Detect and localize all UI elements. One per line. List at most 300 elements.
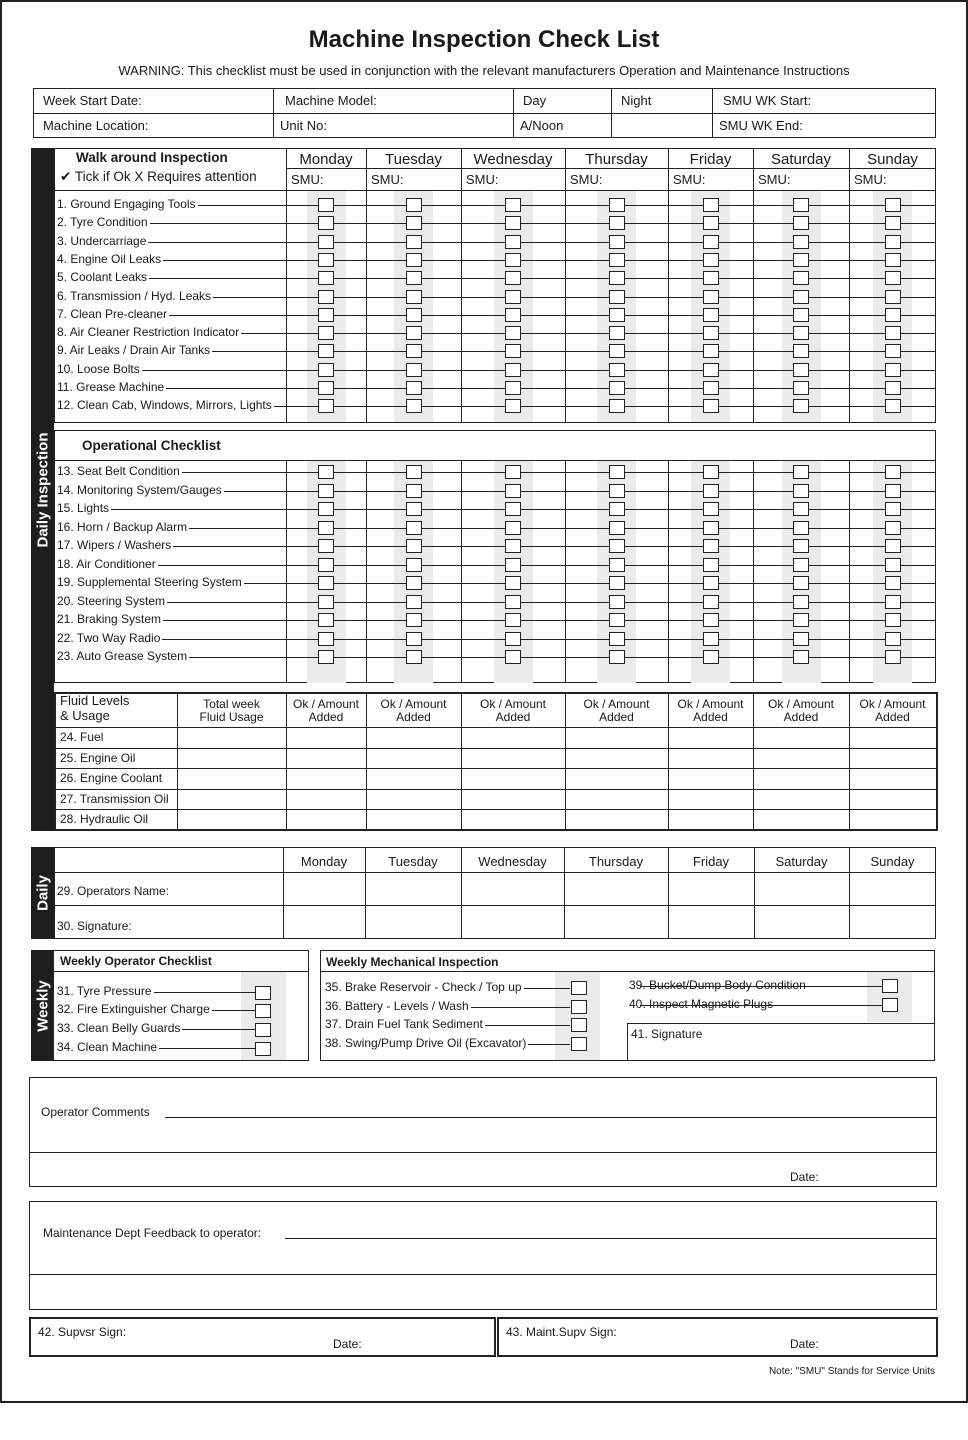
divider bbox=[611, 88, 612, 138]
checkbox-walkaround-3-sunday[interactable] bbox=[885, 253, 901, 267]
checkbox-operational-2-friday[interactable] bbox=[703, 502, 719, 516]
weekly-mechanical-item-label: 36. Battery - Levels / Wash bbox=[325, 999, 469, 1013]
daily-day-header-wednesday: Wednesday bbox=[478, 854, 547, 869]
fluid-input-cell[interactable] bbox=[462, 769, 564, 788]
checkbox-operational-6-wednesday[interactable] bbox=[505, 576, 521, 590]
checkbox-operational-8-saturday[interactable] bbox=[793, 613, 809, 627]
fluid-input-cell[interactable] bbox=[850, 749, 935, 767]
checkbox-walkaround-9-wednesday[interactable] bbox=[505, 363, 521, 377]
smu-field-tuesday[interactable]: SMU: bbox=[371, 172, 404, 187]
checkbox-walkaround-3-friday[interactable] bbox=[703, 253, 719, 267]
checkbox-operational-2-wednesday[interactable] bbox=[505, 502, 521, 516]
divider bbox=[753, 461, 754, 683]
operational-item-label: 22. Two Way Radio bbox=[57, 630, 161, 645]
checkbox-operational-6-sunday[interactable] bbox=[885, 576, 901, 590]
checkbox-operational-0-monday[interactable] bbox=[318, 465, 334, 479]
checkbox-walkaround-2-wednesday[interactable] bbox=[505, 235, 521, 249]
ok-amount-header-line1: Ok / Amount bbox=[380, 697, 447, 711]
fluid-input-cell[interactable] bbox=[287, 728, 365, 747]
divider bbox=[286, 168, 936, 169]
fluid-input-cell[interactable] bbox=[566, 810, 667, 829]
checkbox-operational-8-sunday[interactable] bbox=[885, 613, 901, 627]
checkbox-operational-3-wednesday[interactable] bbox=[505, 521, 521, 535]
week-start-date-field[interactable]: Week Start Date: bbox=[43, 93, 142, 108]
weekly-mechanical-item-label: 37. Drain Fuel Tank Sediment bbox=[325, 1017, 483, 1031]
checkbox-operational-5-friday[interactable] bbox=[703, 558, 719, 572]
checkbox-walkaround-7-sunday[interactable] bbox=[885, 326, 901, 340]
day-header-monday: Monday bbox=[299, 151, 353, 168]
maintenance-feedback-box[interactable] bbox=[29, 1201, 937, 1310]
signature-label: 30. Signature: bbox=[57, 919, 132, 933]
smu-field-friday[interactable]: SMU: bbox=[673, 172, 706, 187]
fluid-input-cell[interactable] bbox=[754, 749, 848, 767]
weekly-operator-item-label: 33. Clean Belly Guards bbox=[57, 1021, 181, 1035]
checkbox-weekly-operator-2[interactable] bbox=[255, 1023, 271, 1037]
checkbox-walkaround-3-wednesday[interactable] bbox=[505, 253, 521, 267]
checkbox-operational-8-tuesday[interactable] bbox=[406, 613, 422, 627]
checkbox-walkaround-4-sunday[interactable] bbox=[885, 271, 901, 285]
divider bbox=[849, 461, 850, 683]
fluid-input-cell[interactable] bbox=[566, 728, 667, 747]
operational-item-label: 20. Steering System bbox=[57, 593, 166, 608]
checkbox-walkaround-2-thursday[interactable] bbox=[609, 235, 625, 249]
smu-wk-end-field[interactable]: SMU WK End: bbox=[719, 118, 803, 133]
fluid-input-cell[interactable] bbox=[287, 769, 365, 788]
checkbox-walkaround-8-monday[interactable] bbox=[318, 344, 334, 358]
checkbox-walkaround-1-monday[interactable] bbox=[318, 216, 334, 230]
checkbox-walkaround-8-tuesday[interactable] bbox=[406, 344, 422, 358]
checkbox-operational-1-saturday[interactable] bbox=[793, 484, 809, 498]
checkbox-operational-6-thursday[interactable] bbox=[609, 576, 625, 590]
ok-amount-header-line2: Added bbox=[875, 710, 910, 724]
sidebar-label: Daily Inspection bbox=[34, 431, 51, 548]
checkbox-operational-3-sunday[interactable] bbox=[885, 521, 901, 535]
checkbox-operational-5-sunday[interactable] bbox=[885, 558, 901, 572]
fluid-input-cell[interactable] bbox=[367, 810, 460, 829]
comment-line bbox=[165, 1117, 937, 1118]
tick-legend: ✔ Tick if Ok X Requires attention bbox=[60, 169, 257, 184]
fluid-input-cell[interactable] bbox=[566, 769, 667, 788]
checkbox-operational-5-wednesday[interactable] bbox=[505, 558, 521, 572]
checkbox-walkaround-4-thursday[interactable] bbox=[609, 271, 625, 285]
smu-field-thursday[interactable]: SMU: bbox=[570, 172, 603, 187]
sidebar-label: Daily bbox=[34, 875, 51, 911]
checkbox-operational-3-friday[interactable] bbox=[703, 521, 719, 535]
fluid-item-label: 27. Transmission Oil bbox=[60, 792, 169, 806]
checkbox-walkaround-11-friday[interactable] bbox=[703, 399, 719, 413]
fluid-input-cell[interactable] bbox=[754, 810, 848, 829]
fluid-input-cell[interactable] bbox=[462, 749, 564, 767]
operator-name-field-friday[interactable] bbox=[669, 873, 753, 904]
checkbox-walkaround-2-sunday[interactable] bbox=[885, 235, 901, 249]
walkaround-item-label: 10. Loose Bolts bbox=[57, 361, 140, 376]
signature-field-saturday[interactable] bbox=[755, 906, 848, 938]
fluid-input-cell[interactable] bbox=[850, 790, 935, 808]
operational-item-label: 14. Monitoring System/Gauges bbox=[57, 482, 222, 497]
fluid-input-cell[interactable] bbox=[367, 769, 460, 788]
night-shift-field[interactable]: Night bbox=[621, 93, 652, 108]
checkbox-walkaround-6-friday[interactable] bbox=[703, 308, 719, 322]
ok-amount-header-line1: Ok / Amount bbox=[859, 697, 926, 711]
checkbox-walkaround-9-monday[interactable] bbox=[318, 363, 334, 377]
supvsr-date-label: Date: bbox=[333, 1337, 362, 1351]
fluid-input-cell[interactable] bbox=[178, 769, 285, 788]
walkaround-item-label: 9. Air Leaks / Drain Air Tanks bbox=[57, 343, 211, 358]
checkbox-walkaround-7-wednesday[interactable] bbox=[505, 326, 521, 340]
smu-field-sunday[interactable]: SMU: bbox=[854, 172, 887, 187]
fluid-item-label: 28. Hydraulic Oil bbox=[60, 812, 149, 826]
checkbox-walkaround-8-friday[interactable] bbox=[703, 344, 719, 358]
divider bbox=[366, 461, 367, 683]
checkbox-walkaround-5-friday[interactable] bbox=[703, 290, 719, 304]
fluid-item-label: 25. Engine Oil bbox=[60, 751, 136, 765]
checkbox-operational-9-tuesday[interactable] bbox=[406, 632, 422, 646]
checkbox-weekly-mechanical-1[interactable] bbox=[571, 1000, 587, 1014]
checkbox-walkaround-0-sunday[interactable] bbox=[885, 198, 901, 212]
fluid-input-cell[interactable] bbox=[566, 749, 667, 767]
daily-inspection-sidebar bbox=[31, 148, 54, 831]
checkbox-walkaround-7-tuesday[interactable] bbox=[406, 326, 422, 340]
checkbox-walkaround-0-saturday[interactable] bbox=[793, 198, 809, 212]
checkbox-operational-7-friday[interactable] bbox=[703, 595, 719, 609]
divider bbox=[668, 461, 669, 683]
checkbox-operational-2-saturday[interactable] bbox=[793, 502, 809, 516]
checkbox-walkaround-4-saturday[interactable] bbox=[793, 271, 809, 285]
checkbox-operational-1-friday[interactable] bbox=[703, 484, 719, 498]
checkbox-walkaround-2-friday[interactable] bbox=[703, 235, 719, 249]
checkbox-walkaround-1-saturday[interactable] bbox=[793, 216, 809, 230]
checkbox-operational-10-monday[interactable] bbox=[318, 650, 334, 664]
maintenance-feedback-label: Maintenance Dept Feedback to operator: bbox=[43, 1226, 262, 1240]
checkbox-walkaround-7-thursday[interactable] bbox=[609, 326, 625, 340]
fluid-input-cell[interactable] bbox=[754, 790, 848, 808]
checkbox-walkaround-2-saturday[interactable] bbox=[793, 235, 809, 249]
fluid-input-cell[interactable] bbox=[754, 728, 848, 747]
checkbox-walkaround-0-monday[interactable] bbox=[318, 198, 334, 212]
smu-field-saturday[interactable]: SMU: bbox=[758, 172, 791, 187]
fluid-input-cell[interactable] bbox=[669, 790, 752, 808]
operator-name-field-thursday[interactable] bbox=[565, 873, 667, 904]
checkbox-operational-1-sunday[interactable] bbox=[885, 484, 901, 498]
checkbox-operational-10-thursday[interactable] bbox=[609, 650, 625, 664]
checkbox-weekly-mechanical-4[interactable] bbox=[882, 979, 898, 993]
checkbox-walkaround-11-wednesday[interactable] bbox=[505, 399, 521, 413]
checkbox-operational-2-monday[interactable] bbox=[318, 502, 334, 516]
checkbox-operational-9-wednesday[interactable] bbox=[505, 632, 521, 646]
fluid-input-cell[interactable] bbox=[462, 728, 564, 747]
checkbox-walkaround-3-saturday[interactable] bbox=[793, 253, 809, 267]
daily-day-header-friday: Friday bbox=[692, 854, 730, 869]
divider bbox=[286, 461, 287, 683]
checkbox-weekly-operator-0[interactable] bbox=[255, 986, 271, 1000]
walkaround-item-label: 5. Coolant Leaks bbox=[57, 270, 148, 285]
checkbox-walkaround-5-wednesday[interactable] bbox=[505, 290, 521, 304]
checkbox-operational-3-thursday[interactable] bbox=[609, 521, 625, 535]
checkbox-operational-0-thursday[interactable] bbox=[609, 465, 625, 479]
fluid-input-cell[interactable] bbox=[566, 790, 667, 808]
operational-item-label: 15. Lights bbox=[57, 501, 110, 515]
checkbox-operational-4-friday[interactable] bbox=[703, 539, 719, 553]
machine-model-field[interactable]: Machine Model: bbox=[285, 93, 377, 108]
a-noon-shift-field[interactable]: A/Noon bbox=[520, 118, 564, 133]
checkbox-walkaround-6-saturday[interactable] bbox=[793, 308, 809, 322]
checkbox-walkaround-3-tuesday[interactable] bbox=[406, 253, 422, 267]
checkbox-walkaround-9-saturday[interactable] bbox=[793, 363, 809, 377]
checkbox-operational-7-wednesday[interactable] bbox=[505, 595, 521, 609]
fluid-input-cell[interactable] bbox=[669, 769, 752, 788]
fluid-input-cell[interactable] bbox=[850, 769, 935, 788]
signature-field-friday[interactable] bbox=[669, 906, 753, 938]
checkbox-operational-1-monday[interactable] bbox=[318, 484, 334, 498]
checkbox-walkaround-4-wednesday[interactable] bbox=[505, 271, 521, 285]
signature-field-sunday[interactable] bbox=[850, 906, 935, 938]
checkbox-walkaround-7-friday[interactable] bbox=[703, 326, 719, 340]
fluid-input-cell[interactable] bbox=[850, 728, 935, 747]
checkbox-walkaround-0-friday[interactable] bbox=[703, 198, 719, 212]
checkbox-walkaround-7-saturday[interactable] bbox=[793, 326, 809, 340]
ok-amount-header-line2: Added bbox=[396, 710, 431, 724]
checkbox-operational-3-tuesday[interactable] bbox=[406, 521, 422, 535]
fluid-input-cell[interactable] bbox=[462, 810, 564, 829]
ok-amount-header-line1: Ok / Amount bbox=[767, 697, 835, 711]
fluid-input-cell[interactable] bbox=[178, 749, 285, 767]
checkbox-operational-5-saturday[interactable] bbox=[793, 558, 809, 572]
checkbox-walkaround-5-tuesday[interactable] bbox=[406, 290, 422, 304]
weekly-mechanical-item-label: 38. Swing/Pump Drive Oil (Excavator) bbox=[325, 1036, 527, 1050]
checkbox-walkaround-11-monday[interactable] bbox=[318, 399, 334, 413]
checkbox-operational-6-tuesday[interactable] bbox=[406, 576, 422, 590]
fluid-input-cell[interactable] bbox=[287, 810, 365, 829]
fluid-item-label: 26. Engine Coolant bbox=[60, 771, 163, 785]
checkbox-walkaround-10-sunday[interactable] bbox=[885, 381, 901, 395]
checkbox-operational-1-wednesday[interactable] bbox=[505, 484, 521, 498]
checkbox-walkaround-1-thursday[interactable] bbox=[609, 216, 625, 230]
checkbox-walkaround-10-monday[interactable] bbox=[318, 381, 334, 395]
warning-text: WARNING: This checklist must be used in conjunction with the relevant manufacturers Operation and Maintenance Instructions bbox=[118, 63, 850, 78]
checkbox-operational-2-sunday[interactable] bbox=[885, 502, 901, 516]
signature-field-thursday[interactable] bbox=[565, 906, 667, 938]
checkbox-walkaround-2-tuesday[interactable] bbox=[406, 235, 422, 249]
checkbox-walkaround-6-thursday[interactable] bbox=[609, 308, 625, 322]
checkbox-operational-4-saturday[interactable] bbox=[793, 539, 809, 553]
fluid-input-cell[interactable] bbox=[178, 728, 285, 747]
checkbox-walkaround-6-sunday[interactable] bbox=[885, 308, 901, 322]
operator-name-field-tuesday[interactable] bbox=[366, 873, 460, 904]
fluid-title-line1: Fluid Levels bbox=[60, 693, 130, 708]
walkaround-item-label: 1. Ground Engaging Tools bbox=[57, 197, 196, 211]
machine-location-field[interactable]: Machine Location: bbox=[43, 118, 149, 133]
checkbox-operational-7-saturday[interactable] bbox=[793, 595, 809, 609]
checkbox-operational-10-saturday[interactable] bbox=[793, 650, 809, 664]
checkbox-walkaround-11-thursday[interactable] bbox=[609, 399, 625, 413]
checkbox-walkaround-4-friday[interactable] bbox=[703, 271, 719, 285]
fluid-input-cell[interactable] bbox=[287, 790, 365, 808]
weekly-mechanical-item-label: 40. Inspect Magnetic Plugs bbox=[629, 997, 774, 1011]
checkbox-walkaround-4-tuesday[interactable] bbox=[406, 271, 422, 285]
checkbox-walkaround-5-monday[interactable] bbox=[318, 290, 334, 304]
checkbox-operational-7-monday[interactable] bbox=[318, 595, 334, 609]
operator-name-field-sunday[interactable] bbox=[850, 873, 935, 904]
checkbox-operational-7-thursday[interactable] bbox=[609, 595, 625, 609]
checkbox-operational-4-wednesday[interactable] bbox=[505, 539, 521, 553]
smu-field-wednesday[interactable]: SMU: bbox=[466, 172, 499, 187]
checkbox-walkaround-3-monday[interactable] bbox=[318, 253, 334, 267]
checkbox-walkaround-3-thursday[interactable] bbox=[609, 253, 625, 267]
checkbox-operational-9-monday[interactable] bbox=[318, 632, 334, 646]
checkbox-weekly-mechanical-0[interactable] bbox=[571, 981, 587, 995]
checkbox-weekly-operator-3[interactable] bbox=[255, 1042, 271, 1056]
checkbox-walkaround-0-thursday[interactable] bbox=[609, 198, 625, 212]
checkbox-walkaround-1-tuesday[interactable] bbox=[406, 216, 422, 230]
smu-wk-start-field[interactable]: SMU WK Start: bbox=[723, 93, 812, 108]
day-header-thursday: Thursday bbox=[585, 151, 648, 168]
checkbox-walkaround-10-thursday[interactable] bbox=[609, 381, 625, 395]
checkbox-operational-0-saturday[interactable] bbox=[793, 465, 809, 479]
signature-41-label: 41. Signature bbox=[631, 1027, 703, 1041]
checkbox-walkaround-6-monday[interactable] bbox=[318, 308, 334, 322]
walkaround-item-label: 2. Tyre Condition bbox=[57, 215, 148, 230]
fluid-input-cell[interactable] bbox=[754, 769, 848, 788]
checkbox-walkaround-8-sunday[interactable] bbox=[885, 344, 901, 358]
checkbox-operational-6-saturday[interactable] bbox=[793, 576, 809, 590]
checkbox-operational-8-thursday[interactable] bbox=[609, 613, 625, 627]
operator-name-field-saturday[interactable] bbox=[755, 873, 848, 904]
fluid-input-cell[interactable] bbox=[669, 728, 752, 747]
fluid-input-cell[interactable] bbox=[367, 728, 460, 747]
operators-name-label: 29. Operators Name: bbox=[57, 884, 170, 898]
checkbox-walkaround-8-wednesday[interactable] bbox=[505, 344, 521, 358]
checkbox-operational-6-monday[interactable] bbox=[318, 576, 334, 590]
checkbox-operational-7-tuesday[interactable] bbox=[406, 595, 422, 609]
checkbox-operational-3-saturday[interactable] bbox=[793, 521, 809, 535]
fluid-input-cell[interactable] bbox=[669, 749, 752, 767]
checkbox-operational-9-sunday[interactable] bbox=[885, 632, 901, 646]
checkbox-operational-1-thursday[interactable] bbox=[609, 484, 625, 498]
checkbox-operational-8-friday[interactable] bbox=[703, 613, 719, 627]
weekly-sidebar bbox=[31, 950, 54, 1061]
checkbox-walkaround-5-thursday[interactable] bbox=[609, 290, 625, 304]
checkbox-operational-9-friday[interactable] bbox=[703, 632, 719, 646]
checkbox-operational-8-wednesday[interactable] bbox=[505, 613, 521, 627]
checkbox-walkaround-5-saturday[interactable] bbox=[793, 290, 809, 304]
checkbox-operational-9-thursday[interactable] bbox=[609, 632, 625, 646]
checkbox-operational-10-tuesday[interactable] bbox=[406, 650, 422, 664]
checkbox-operational-10-wednesday[interactable] bbox=[505, 650, 521, 664]
signature-field-wednesday[interactable] bbox=[462, 906, 563, 938]
checkbox-walkaround-11-tuesday[interactable] bbox=[406, 399, 422, 413]
fluid-input-cell[interactable] bbox=[850, 810, 935, 829]
unit-no-field[interactable]: Unit No: bbox=[280, 118, 327, 133]
fluid-input-cell[interactable] bbox=[178, 790, 285, 808]
checkbox-operational-4-monday[interactable] bbox=[318, 539, 334, 553]
fluid-input-cell[interactable] bbox=[367, 749, 460, 767]
sidebar-label: Weekly bbox=[34, 979, 51, 1032]
checkbox-operational-0-friday[interactable] bbox=[703, 465, 719, 479]
checkbox-operational-6-friday[interactable] bbox=[703, 576, 719, 590]
operational-item-label: 21. Braking System bbox=[57, 612, 162, 626]
walkaround-item-label: 3. Undercarriage bbox=[57, 233, 147, 248]
checkbox-operational-5-monday[interactable] bbox=[318, 558, 334, 572]
checkbox-walkaround-2-monday[interactable] bbox=[318, 235, 334, 249]
checkbox-walkaround-8-thursday[interactable] bbox=[609, 344, 625, 358]
fluid-input-cell[interactable] bbox=[669, 810, 752, 829]
checkbox-operational-10-friday[interactable] bbox=[703, 650, 719, 664]
checkbox-operational-4-sunday[interactable] bbox=[885, 539, 901, 553]
checkbox-operational-1-tuesday[interactable] bbox=[406, 484, 422, 498]
checkbox-walkaround-0-wednesday[interactable] bbox=[505, 198, 521, 212]
checkbox-walkaround-10-friday[interactable] bbox=[703, 381, 719, 395]
operator-name-field-wednesday[interactable] bbox=[462, 873, 563, 904]
checkbox-operational-4-thursday[interactable] bbox=[609, 539, 625, 553]
checkbox-weekly-mechanical-3[interactable] bbox=[571, 1037, 587, 1051]
operator-name-field-monday[interactable] bbox=[284, 873, 364, 904]
checkbox-operational-0-sunday[interactable] bbox=[885, 465, 901, 479]
checkbox-walkaround-10-wednesday[interactable] bbox=[505, 381, 521, 395]
checkbox-operational-2-tuesday[interactable] bbox=[406, 502, 422, 516]
signature-field-monday[interactable] bbox=[284, 906, 364, 938]
checkbox-operational-0-wednesday[interactable] bbox=[505, 465, 521, 479]
checkbox-walkaround-1-wednesday[interactable] bbox=[505, 216, 521, 230]
checkbox-operational-0-tuesday[interactable] bbox=[406, 465, 422, 479]
checkbox-operational-5-thursday[interactable] bbox=[609, 558, 625, 572]
checkbox-operational-7-sunday[interactable] bbox=[885, 595, 901, 609]
total-usage-header-line2: Fluid Usage bbox=[199, 710, 264, 724]
checkbox-walkaround-9-thursday[interactable] bbox=[609, 363, 625, 377]
day-shift-field[interactable]: Day bbox=[523, 93, 547, 108]
checkbox-walkaround-1-sunday[interactable] bbox=[885, 216, 901, 230]
checkbox-operational-9-saturday[interactable] bbox=[793, 632, 809, 646]
checkbox-operational-5-tuesday[interactable] bbox=[406, 558, 422, 572]
checkbox-operational-4-tuesday[interactable] bbox=[406, 539, 422, 553]
checkbox-walkaround-10-saturday[interactable] bbox=[793, 381, 809, 395]
checkbox-walkaround-9-friday[interactable] bbox=[703, 363, 719, 377]
checkbox-weekly-operator-1[interactable] bbox=[255, 1004, 271, 1018]
checkbox-operational-10-sunday[interactable] bbox=[885, 650, 901, 664]
ok-amount-header-line2: Added bbox=[308, 710, 344, 724]
checkbox-walkaround-11-saturday[interactable] bbox=[793, 399, 809, 413]
checkbox-walkaround-10-tuesday[interactable] bbox=[406, 381, 422, 395]
fluid-input-cell[interactable] bbox=[367, 790, 460, 808]
day-header-sunday: Sunday bbox=[867, 151, 918, 168]
signature-field-tuesday[interactable] bbox=[366, 906, 460, 938]
walkaround-item-label: 6. Transmission / Hyd. Leaks bbox=[57, 288, 212, 303]
checkbox-walkaround-5-sunday[interactable] bbox=[885, 290, 901, 304]
checkbox-weekly-mechanical-2[interactable] bbox=[571, 1018, 587, 1032]
checkbox-operational-8-monday[interactable] bbox=[318, 613, 334, 627]
checkbox-walkaround-8-saturday[interactable] bbox=[793, 344, 809, 358]
checkbox-operational-2-thursday[interactable] bbox=[609, 502, 625, 516]
checkbox-operational-3-monday[interactable] bbox=[318, 521, 334, 535]
checkbox-walkaround-4-monday[interactable] bbox=[318, 271, 334, 285]
checkbox-walkaround-1-friday[interactable] bbox=[703, 216, 719, 230]
checkbox-walkaround-9-sunday[interactable] bbox=[885, 363, 901, 377]
checkbox-walkaround-6-tuesday[interactable] bbox=[406, 308, 422, 322]
checkbox-walkaround-7-monday[interactable] bbox=[318, 326, 334, 340]
smu-field-monday[interactable]: SMU: bbox=[291, 172, 324, 187]
checkbox-walkaround-11-sunday[interactable] bbox=[885, 399, 901, 413]
checkbox-weekly-mechanical-5[interactable] bbox=[882, 998, 898, 1012]
walkaround-title: Walk around Inspection bbox=[76, 150, 228, 165]
weekly-mechanical-title: Weekly Mechanical Inspection bbox=[326, 955, 499, 969]
fluid-input-cell[interactable] bbox=[178, 810, 285, 829]
fluid-input-cell[interactable] bbox=[462, 790, 564, 808]
ok-amount-header-line2: Added bbox=[495, 710, 531, 724]
operational-item-label: 23. Auto Grease System bbox=[57, 649, 188, 663]
checkbox-walkaround-0-tuesday[interactable] bbox=[406, 198, 422, 212]
checkbox-walkaround-6-wednesday[interactable] bbox=[505, 308, 521, 322]
fluid-input-cell[interactable] bbox=[287, 749, 365, 767]
checkbox-walkaround-9-tuesday[interactable] bbox=[406, 363, 422, 377]
